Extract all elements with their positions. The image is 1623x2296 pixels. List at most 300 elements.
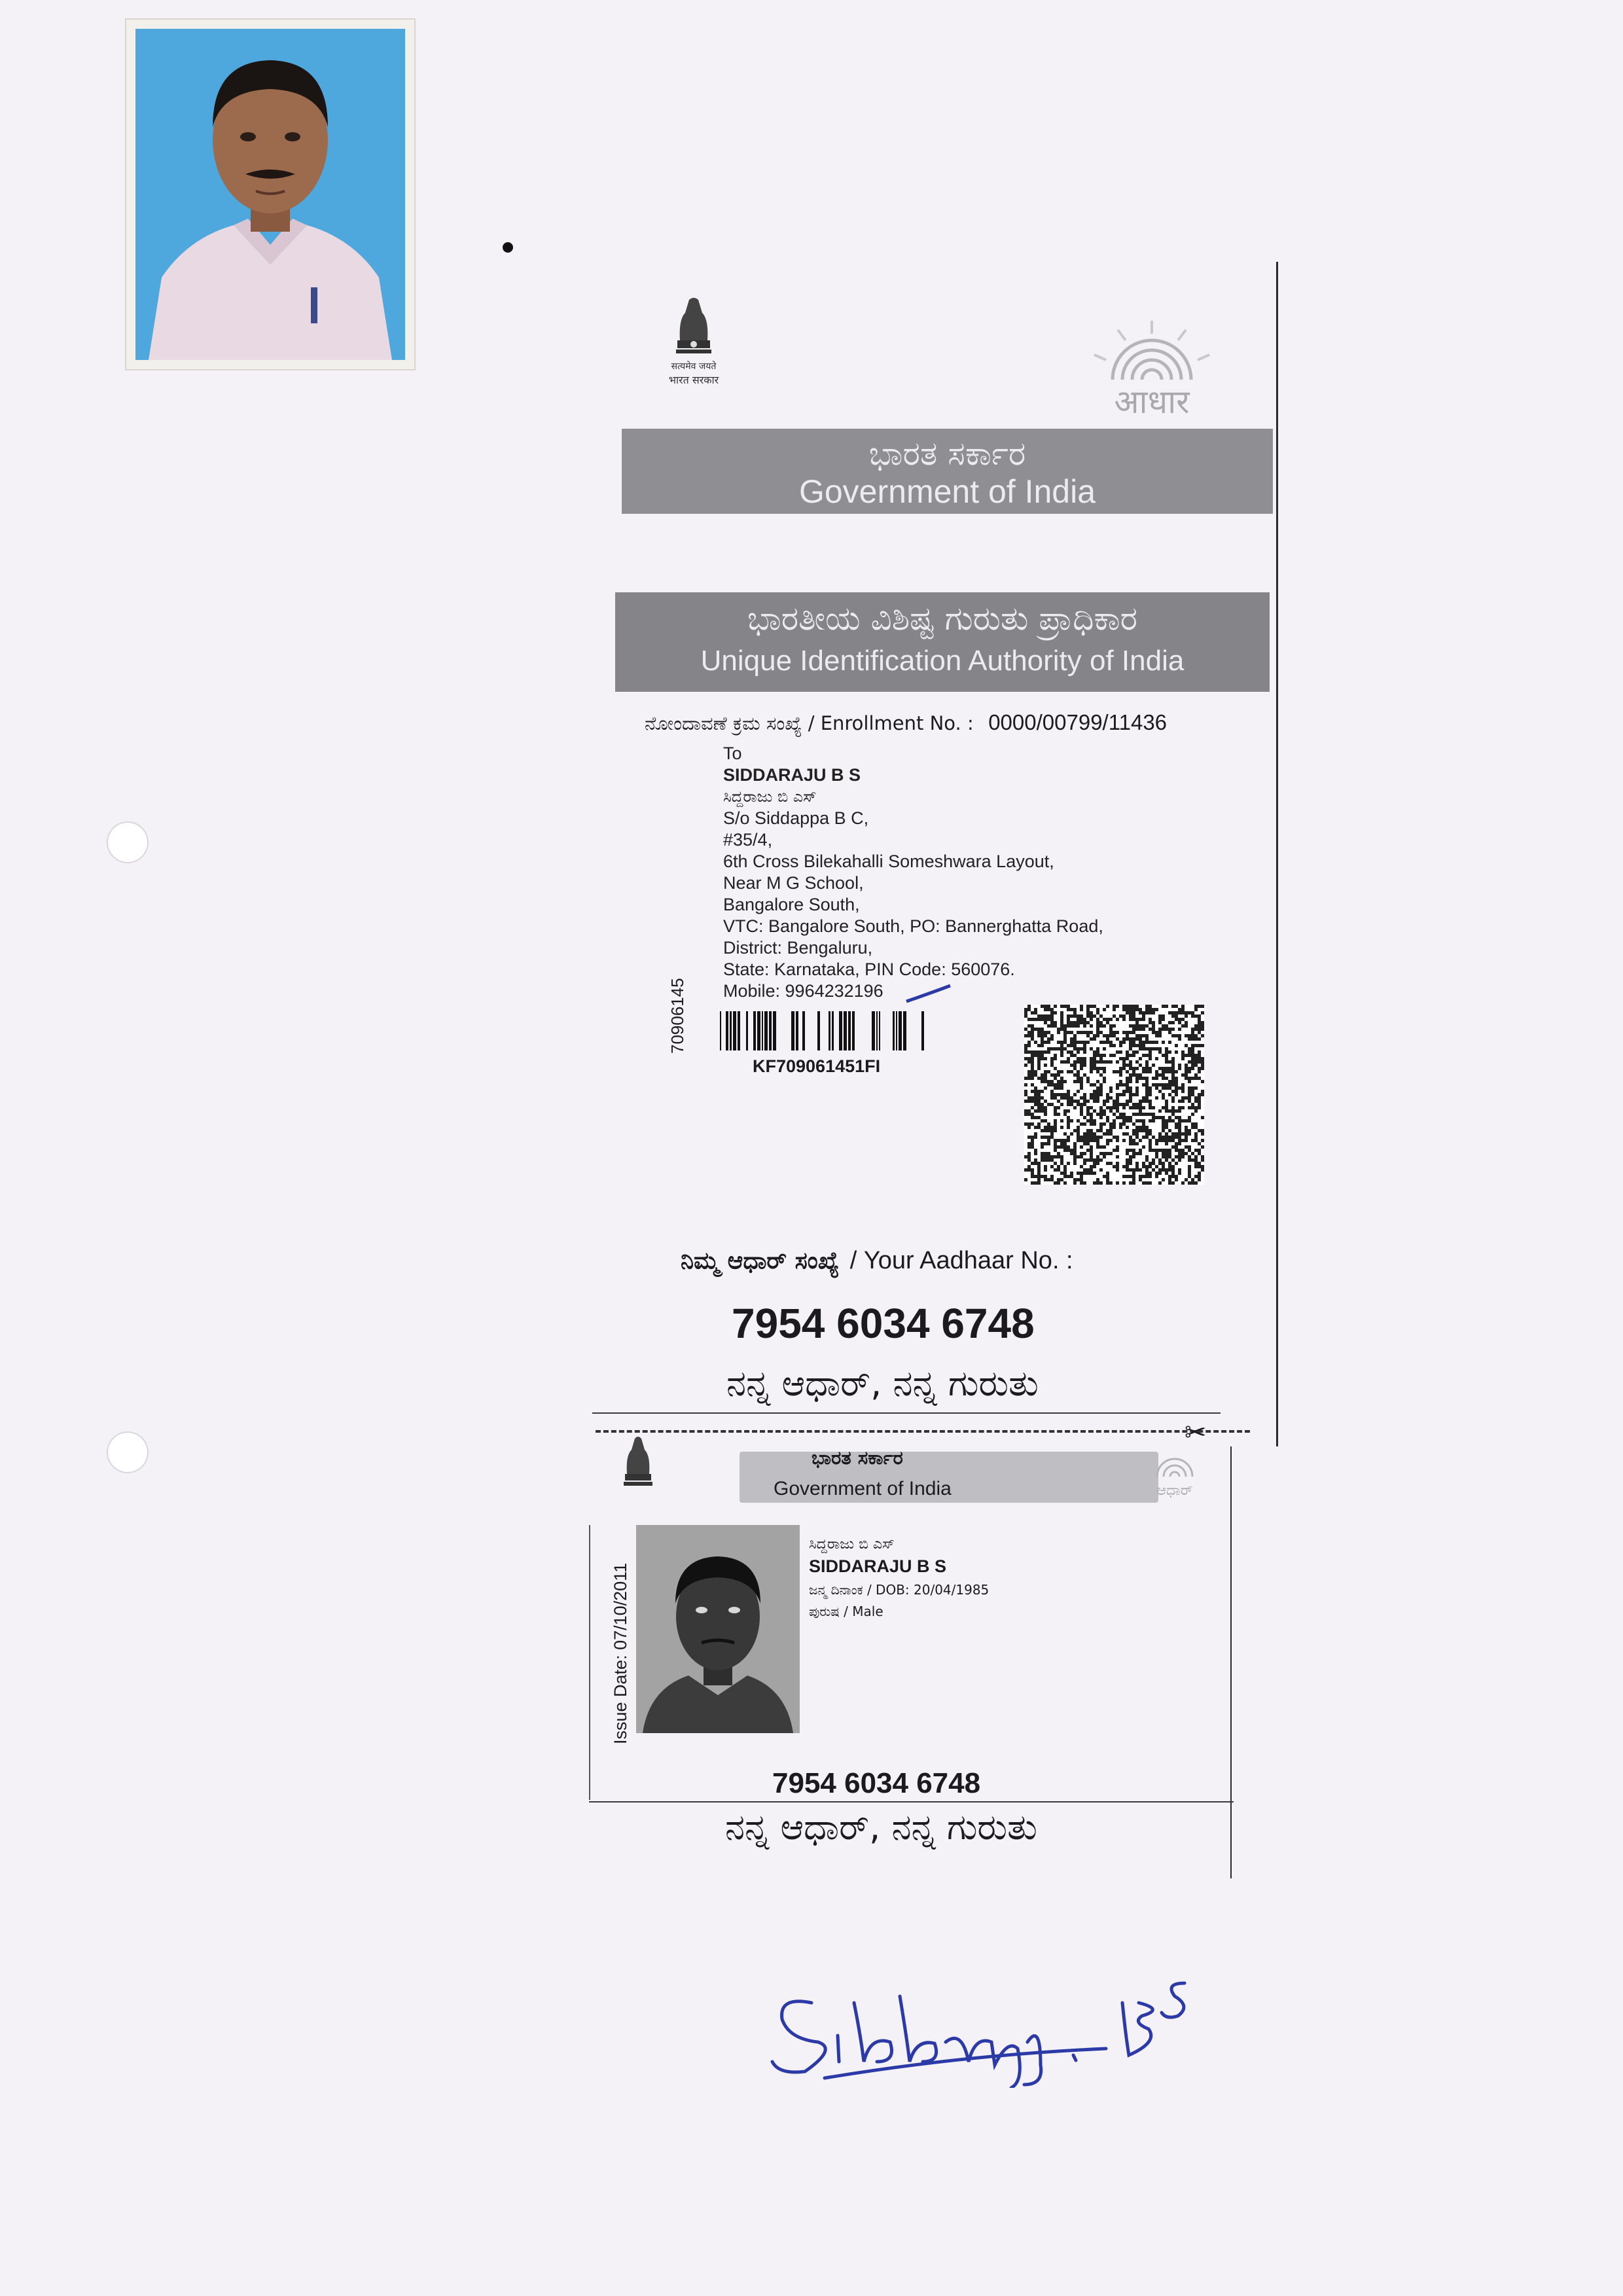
- qr-module: [1129, 1014, 1132, 1018]
- qr-module: [1145, 1034, 1149, 1037]
- qr-module: [1063, 1024, 1067, 1028]
- qr-module: [1185, 1024, 1188, 1028]
- qr-module: [1083, 1172, 1086, 1175]
- qr-module: [1093, 1181, 1096, 1185]
- qr-module: [1080, 1172, 1083, 1175]
- qr-module: [1122, 1031, 1126, 1034]
- qr-module: [1129, 1093, 1132, 1096]
- qr-module: [1067, 1008, 1070, 1011]
- qr-module: [1132, 1129, 1135, 1132]
- qr-module: [1113, 1122, 1116, 1126]
- qr-module: [1168, 1168, 1171, 1172]
- qr-module: [1162, 1126, 1165, 1129]
- qr-module: [1034, 1041, 1037, 1044]
- qr-module: [1047, 1178, 1050, 1181]
- qr-module: [1194, 1073, 1198, 1077]
- qr-module: [1086, 1113, 1090, 1116]
- qr-module: [1142, 1047, 1145, 1050]
- qr-module: [1037, 1031, 1041, 1034]
- qr-module: [1129, 1139, 1132, 1142]
- qr-module: [1096, 1011, 1099, 1014]
- qr-module: [1050, 1096, 1054, 1100]
- qr-module: [1142, 1145, 1145, 1149]
- qr-module: [1103, 1077, 1106, 1080]
- qr-module: [1126, 1064, 1129, 1067]
- qr-module: [1165, 1028, 1168, 1031]
- qr-module: [1168, 1178, 1171, 1181]
- qr-module: [1077, 1014, 1080, 1018]
- qr-module: [1171, 1005, 1175, 1008]
- qr-module: [1060, 1080, 1063, 1083]
- qr-module: [1093, 1109, 1096, 1113]
- qr-module: [1063, 1165, 1067, 1168]
- qr-module: [1158, 1034, 1162, 1037]
- qr-module: [1047, 1070, 1050, 1073]
- qr-module: [1080, 1178, 1083, 1181]
- qr-module: [1083, 1103, 1086, 1106]
- qr-module: [1145, 1054, 1149, 1057]
- qr-module: [1126, 1031, 1129, 1034]
- qr-module: [1106, 1106, 1109, 1109]
- qr-module: [1122, 1037, 1126, 1041]
- qr-module: [1181, 1073, 1185, 1077]
- qr-module: [1080, 1136, 1083, 1139]
- qr-module: [1135, 1106, 1139, 1109]
- qr-module: [1181, 1024, 1185, 1028]
- qr-module: [1162, 1041, 1165, 1044]
- qr-module: [1090, 1155, 1093, 1158]
- qr-module: [1096, 1018, 1099, 1021]
- qr-module: [1171, 1067, 1175, 1070]
- qr-module: [1063, 1037, 1067, 1041]
- barcode-bar: [791, 1011, 794, 1050]
- qr-module: [1145, 1083, 1149, 1086]
- qr-module: [1031, 1106, 1034, 1109]
- qr-module: [1073, 1155, 1077, 1158]
- qr-module: [1149, 1070, 1152, 1073]
- qr-module: [1050, 1103, 1054, 1106]
- qr-module: [1122, 1116, 1126, 1119]
- qr-module: [1149, 1093, 1152, 1096]
- qr-module: [1185, 1136, 1188, 1139]
- qr-module: [1070, 1041, 1073, 1044]
- qr-module: [1171, 1096, 1175, 1100]
- qr-module: [1099, 1083, 1103, 1086]
- qr-module: [1178, 1172, 1181, 1175]
- qr-module: [1031, 1060, 1034, 1064]
- qr-module: [1077, 1057, 1080, 1060]
- qr-module: [1027, 1158, 1031, 1162]
- qr-module: [1165, 1083, 1168, 1086]
- qr-module: [1185, 1021, 1188, 1024]
- qr-module: [1070, 1119, 1073, 1122]
- qr-module: [1070, 1037, 1073, 1041]
- qr-module: [1099, 1021, 1103, 1024]
- qr-module: [1191, 1054, 1194, 1057]
- qr-module: [1096, 1136, 1099, 1139]
- qr-module: [1044, 1106, 1047, 1109]
- qr-module: [1178, 1028, 1181, 1031]
- qr-module: [1047, 1129, 1050, 1132]
- qr-module: [1149, 1139, 1152, 1142]
- qr-module: [1135, 1103, 1139, 1106]
- qr-module: [1155, 1008, 1158, 1011]
- qr-module: [1106, 1181, 1109, 1185]
- qr-module: [1060, 1014, 1063, 1018]
- qr-module: [1027, 1024, 1031, 1028]
- qr-module: [1181, 1054, 1185, 1057]
- qr-module: [1126, 1054, 1129, 1057]
- qr-module: [1155, 1172, 1158, 1175]
- qr-module: [1181, 1005, 1185, 1008]
- qr-module: [1083, 1152, 1086, 1155]
- qr-module: [1116, 1070, 1119, 1073]
- qr-module: [1031, 1168, 1034, 1172]
- qr-module: [1122, 1139, 1126, 1142]
- qr-module: [1129, 1155, 1132, 1158]
- qr-module: [1129, 1158, 1132, 1162]
- qr-module: [1149, 1057, 1152, 1060]
- qr-module: [1054, 1168, 1057, 1172]
- aadhaar-fingerprint-sun-icon: [1086, 314, 1217, 386]
- qr-module: [1037, 1172, 1041, 1175]
- qr-module: [1142, 1070, 1145, 1073]
- qr-module: [1188, 1100, 1191, 1103]
- qr-module: [1093, 1014, 1096, 1018]
- qr-module: [1149, 1103, 1152, 1106]
- qr-module: [1099, 1067, 1103, 1070]
- qr-module: [1067, 1100, 1070, 1103]
- qr-module: [1181, 1083, 1185, 1086]
- card-bottom-line: [589, 1801, 1234, 1803]
- qr-module: [1198, 1149, 1201, 1152]
- qr-module: [1201, 1024, 1204, 1028]
- qr-module: [1135, 1060, 1139, 1064]
- qr-module: [1096, 1021, 1099, 1024]
- qr-module: [1077, 1178, 1080, 1181]
- qr-module: [1135, 1132, 1139, 1136]
- qr-module: [1041, 1034, 1044, 1037]
- qr-module: [1145, 1037, 1149, 1041]
- qr-module: [1024, 1047, 1027, 1050]
- qr-module: [1060, 1142, 1063, 1145]
- qr-module: [1139, 1077, 1142, 1080]
- qr-module: [1162, 1028, 1165, 1031]
- emblem-country: भारत सरकार: [668, 374, 719, 386]
- qr-module: [1162, 1162, 1165, 1165]
- qr-module: [1037, 1044, 1041, 1047]
- qr-module: [1171, 1119, 1175, 1122]
- qr-module: [1168, 1093, 1171, 1096]
- qr-module: [1080, 1165, 1083, 1168]
- qr-module: [1194, 1149, 1198, 1152]
- qr-module: [1165, 1155, 1168, 1158]
- qr-module: [1044, 1034, 1047, 1037]
- qr-module: [1119, 1093, 1122, 1096]
- qr-module: [1083, 1181, 1086, 1185]
- qr-module: [1171, 1077, 1175, 1080]
- qr-module: [1027, 1041, 1031, 1044]
- qr-module: [1145, 1181, 1149, 1185]
- qr-module: [1073, 1044, 1077, 1047]
- qr-module: [1050, 1057, 1054, 1060]
- qr-module: [1178, 1106, 1181, 1109]
- qr-module: [1109, 1031, 1113, 1034]
- qr-module: [1031, 1083, 1034, 1086]
- qr-module: [1129, 1077, 1132, 1080]
- qr-module: [1113, 1126, 1116, 1129]
- qr-module: [1057, 1073, 1060, 1077]
- qr-module: [1113, 1024, 1116, 1028]
- qr-module: [1165, 1119, 1168, 1122]
- qr-module: [1113, 1165, 1116, 1168]
- barcode-bar: [879, 1011, 880, 1050]
- qr-module: [1191, 1122, 1194, 1126]
- qr-module: [1070, 1044, 1073, 1047]
- qr-module: [1083, 1158, 1086, 1162]
- qr-module: [1191, 1086, 1194, 1090]
- qr-module: [1060, 1178, 1063, 1181]
- qr-module: [1135, 1086, 1139, 1090]
- qr-module: [1031, 1181, 1034, 1185]
- qr-module: [1162, 1119, 1165, 1122]
- qr-module: [1132, 1155, 1135, 1158]
- qr-module: [1086, 1077, 1090, 1080]
- qr-module: [1191, 1028, 1194, 1031]
- qr-module: [1060, 1139, 1063, 1142]
- qr-module: [1149, 1129, 1152, 1132]
- qr-module: [1093, 1122, 1096, 1126]
- qr-module: [1142, 1028, 1145, 1031]
- qr-module: [1090, 1064, 1093, 1067]
- qr-module: [1063, 1132, 1067, 1136]
- qr-module: [1145, 1129, 1149, 1132]
- qr-module: [1067, 1070, 1070, 1073]
- qr-module: [1181, 1152, 1185, 1155]
- card-aadhaar-logo-text: ಆಧಾರ್: [1156, 1482, 1193, 1499]
- qr-module: [1188, 1077, 1191, 1080]
- qr-module: [1086, 1132, 1090, 1136]
- qr-module: [1126, 1162, 1129, 1165]
- qr-module: [1024, 1168, 1027, 1172]
- qr-module: [1158, 1050, 1162, 1054]
- qr-module: [1165, 1050, 1168, 1054]
- qr-module: [1198, 1014, 1201, 1018]
- qr-module: [1050, 1165, 1054, 1168]
- qr-module: [1070, 1132, 1073, 1136]
- qr-module: [1126, 1103, 1129, 1106]
- qr-module: [1080, 1083, 1083, 1086]
- qr-module: [1122, 1060, 1126, 1064]
- qr-module: [1129, 1037, 1132, 1041]
- qr-module: [1057, 1080, 1060, 1083]
- qr-module: [1126, 1168, 1129, 1172]
- qr-module: [1103, 1041, 1106, 1044]
- qr-module: [1063, 1028, 1067, 1031]
- barcode-bar: [764, 1011, 768, 1050]
- qr-module: [1044, 1129, 1047, 1132]
- ashoka-emblem-icon: [671, 295, 717, 357]
- qr-module: [1086, 1129, 1090, 1132]
- qr-module: [1201, 1044, 1204, 1047]
- qr-module: [1129, 1060, 1132, 1064]
- qr-module: [1047, 1155, 1050, 1158]
- qr-module: [1099, 1041, 1103, 1044]
- barcode-bar: [733, 1011, 736, 1050]
- qr-module: [1168, 1149, 1171, 1152]
- qr-module: [1158, 1139, 1162, 1142]
- qr-module: [1031, 1064, 1034, 1067]
- barcode-bar: [796, 1011, 798, 1050]
- qr-module: [1185, 1139, 1188, 1142]
- qr-module: [1149, 1018, 1152, 1021]
- qr-module: [1083, 1116, 1086, 1119]
- qr-module: [1096, 1024, 1099, 1028]
- barcode-bar: [726, 1011, 728, 1050]
- qr-module: [1060, 1060, 1063, 1064]
- qr-module: [1198, 1024, 1201, 1028]
- qr-module: [1024, 1155, 1027, 1158]
- qr-module: [1057, 1047, 1060, 1050]
- qr-module: [1181, 1155, 1185, 1158]
- qr-module: [1057, 1070, 1060, 1073]
- qr-module: [1145, 1096, 1149, 1100]
- qr-module: [1077, 1155, 1080, 1158]
- qr-module: [1099, 1060, 1103, 1064]
- qr-module: [1185, 1126, 1188, 1129]
- qr-module: [1165, 1070, 1168, 1073]
- qr-module: [1090, 1152, 1093, 1155]
- qr-module: [1126, 1037, 1129, 1041]
- qr-module: [1162, 1178, 1165, 1181]
- qr-module: [1139, 1034, 1142, 1037]
- qr-module: [1155, 1047, 1158, 1050]
- qr-module: [1031, 1050, 1034, 1054]
- qr-module: [1044, 1050, 1047, 1054]
- qr-module: [1155, 1031, 1158, 1034]
- qr-module: [1175, 1090, 1178, 1093]
- qr-module: [1158, 1116, 1162, 1119]
- qr-module: [1041, 1096, 1044, 1100]
- qr-module: [1109, 1152, 1113, 1155]
- qr-module: [1044, 1113, 1047, 1116]
- qr-module: [1126, 1175, 1129, 1178]
- qr-module: [1181, 1149, 1185, 1152]
- qr-module: [1037, 1162, 1041, 1165]
- qr-module: [1054, 1021, 1057, 1024]
- qr-module: [1155, 1086, 1158, 1090]
- qr-module: [1106, 1172, 1109, 1175]
- qr-module: [1031, 1077, 1034, 1080]
- qr-module: [1060, 1028, 1063, 1031]
- qr-module: [1034, 1136, 1037, 1139]
- qr-module: [1044, 1109, 1047, 1113]
- barcode-bar: [852, 1011, 855, 1050]
- qr-module: [1188, 1106, 1191, 1109]
- qr-module: [1158, 1018, 1162, 1021]
- qr-module: [1171, 1021, 1175, 1024]
- qr-module: [1103, 1100, 1106, 1103]
- qr-module: [1031, 1116, 1034, 1119]
- qr-module: [1083, 1093, 1086, 1096]
- qr-module: [1132, 1014, 1135, 1018]
- qr-module: [1129, 1080, 1132, 1083]
- qr-module: [1162, 1018, 1165, 1021]
- qr-module: [1132, 1041, 1135, 1044]
- qr-module: [1188, 1149, 1191, 1152]
- qr-module: [1178, 1152, 1181, 1155]
- qr-module: [1171, 1113, 1175, 1116]
- qr-module: [1168, 1152, 1171, 1155]
- qr-module: [1037, 1050, 1041, 1054]
- qr-module: [1194, 1109, 1198, 1113]
- qr-module: [1073, 1093, 1077, 1096]
- qr-module: [1185, 1014, 1188, 1018]
- qr-module: [1168, 1041, 1171, 1044]
- qr-module: [1122, 1005, 1126, 1008]
- qr-module: [1067, 1122, 1070, 1126]
- enrollment-label: ನೋಂದಾವಣೆ ಕ್ರಮ ಸಂಖ್ಯೆ / Enrollment No. :: [645, 712, 974, 734]
- qr-module: [1171, 1014, 1175, 1018]
- qr-module: [1063, 1142, 1067, 1145]
- qr-module: [1077, 1060, 1080, 1064]
- qr-module: [1060, 1172, 1063, 1175]
- qr-module: [1031, 1028, 1034, 1031]
- qr-module: [1096, 1028, 1099, 1031]
- qr-module: [1119, 1113, 1122, 1116]
- qr-module: [1063, 1109, 1067, 1113]
- qr-module: [1090, 1132, 1093, 1136]
- qr-module: [1041, 1057, 1044, 1060]
- qr-module: [1145, 1158, 1149, 1162]
- qr-module: [1067, 1057, 1070, 1060]
- qr-module: [1116, 1106, 1119, 1109]
- qr-module: [1135, 1050, 1139, 1054]
- qr-module: [1090, 1145, 1093, 1149]
- qr-module: [1096, 1100, 1099, 1103]
- qr-module: [1086, 1119, 1090, 1122]
- passport-photo: [126, 20, 414, 369]
- qr-module: [1109, 1132, 1113, 1136]
- qr-module: [1201, 1129, 1204, 1132]
- qr-module: [1024, 1044, 1027, 1047]
- barcode-text: KF709061451FI: [753, 1056, 881, 1076]
- qr-module: [1194, 1139, 1198, 1142]
- qr-module: [1077, 1139, 1080, 1142]
- qr-module: [1171, 1139, 1175, 1142]
- qr-module: [1191, 1113, 1194, 1116]
- qr-module: [1027, 1136, 1031, 1139]
- qr-module: [1090, 1031, 1093, 1034]
- qr-module: [1041, 1142, 1044, 1145]
- qr-module: [1149, 1054, 1152, 1057]
- qr-module: [1152, 1031, 1155, 1034]
- barcode-bar: [720, 1011, 721, 1050]
- qr-module: [1109, 1044, 1113, 1047]
- qr-module: [1168, 1129, 1171, 1132]
- qr-module: [1162, 1152, 1165, 1155]
- qr-module: [1037, 1028, 1041, 1031]
- qr-module: [1201, 1116, 1204, 1119]
- qr-module: [1171, 1106, 1175, 1109]
- qr-module: [1188, 1172, 1191, 1175]
- qr-module: [1198, 1175, 1201, 1178]
- qr-module: [1129, 1119, 1132, 1122]
- qr-module: [1027, 1031, 1031, 1034]
- qr-module: [1119, 1057, 1122, 1060]
- qr-module: [1083, 1096, 1086, 1100]
- qr-module: [1073, 1181, 1077, 1185]
